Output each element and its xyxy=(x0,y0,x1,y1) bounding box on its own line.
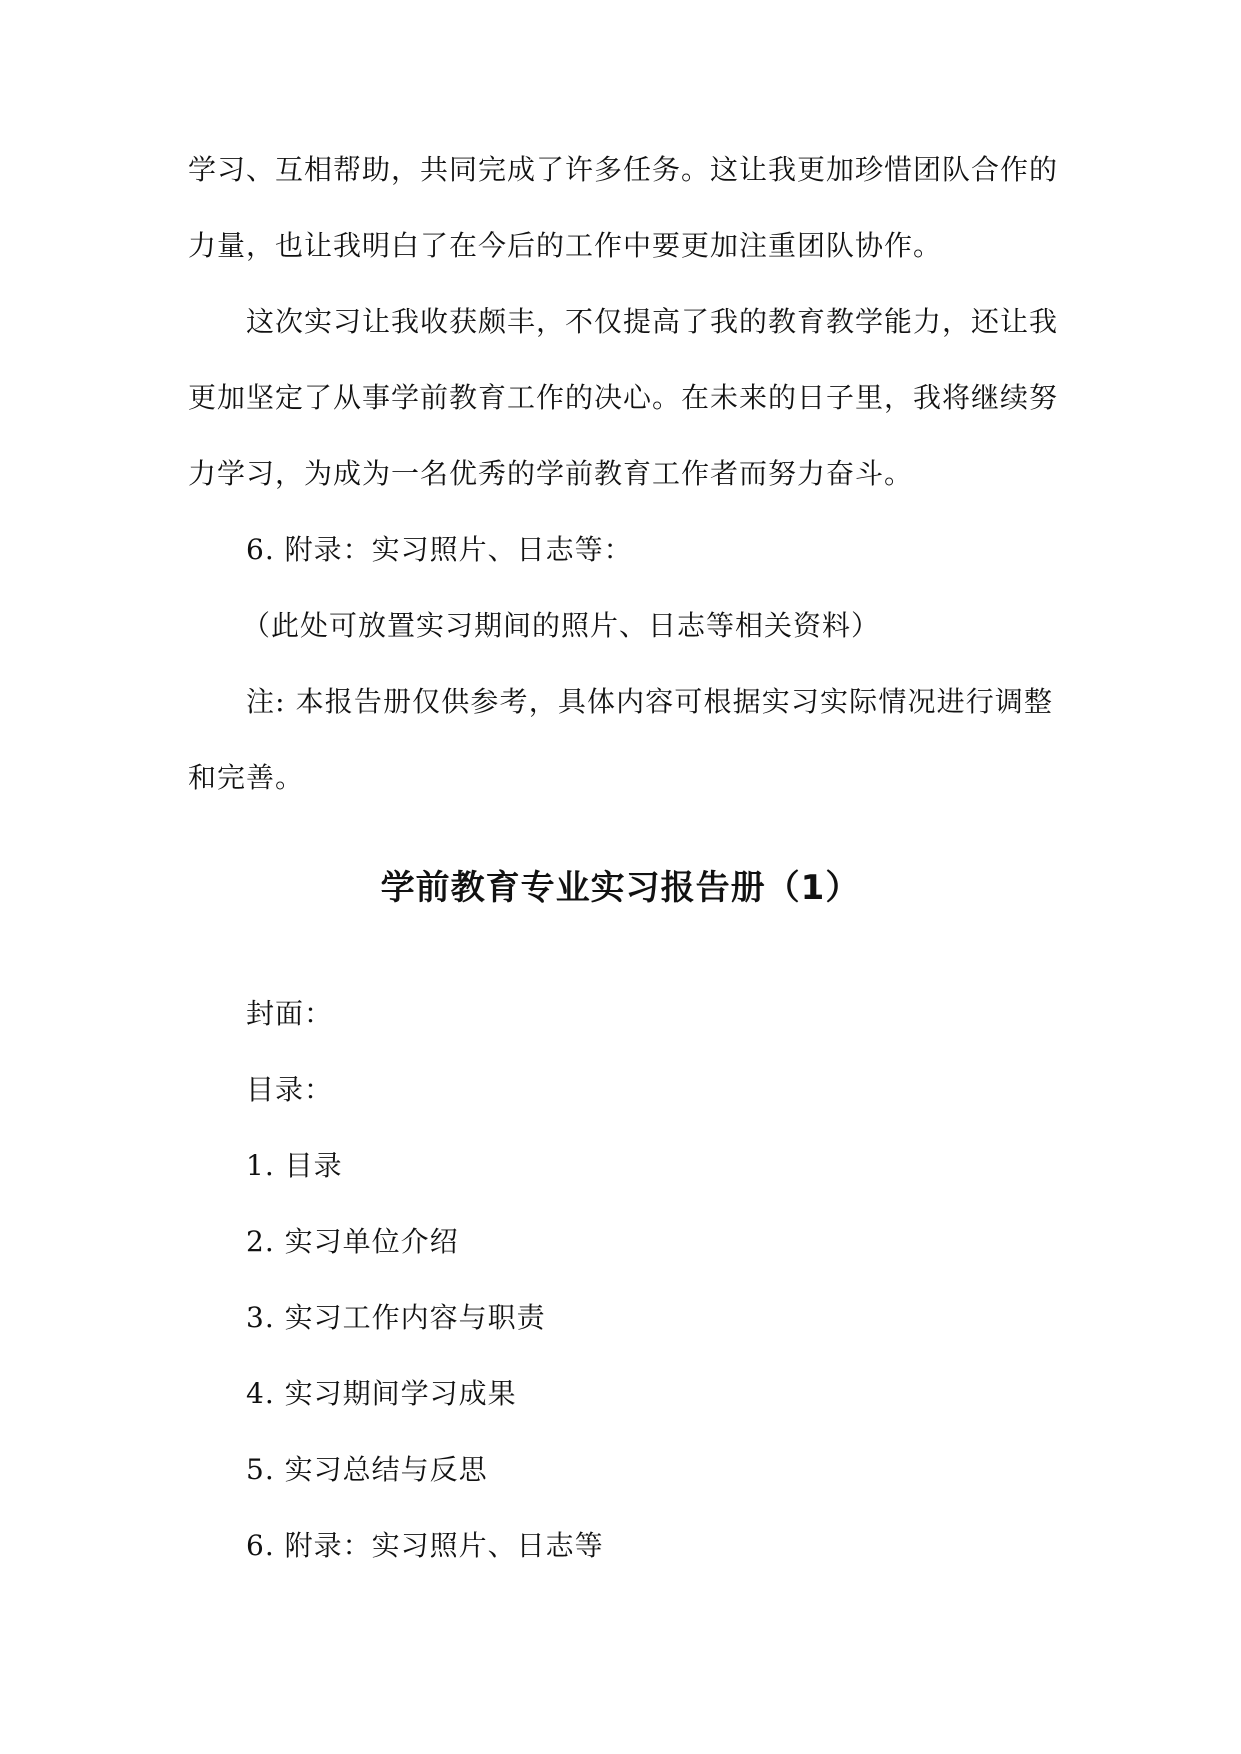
appendix-item: 6. 附录：实习照片、日志等： xyxy=(246,533,633,566)
paragraph-summary-line-1: 这次实习让我收获颇丰，不仅提高了我的教育教学能力，还让我 xyxy=(246,305,1059,338)
toc-heading: 目录： xyxy=(246,1073,334,1106)
cover-label: 封面： xyxy=(246,997,334,1030)
appendix-placeholder: （此处可放置实习期间的照片、日志等相关资料） xyxy=(242,609,881,642)
section-title: 学前教育专业实习报告册（1） xyxy=(380,868,861,908)
toc-item: 1. 目录 xyxy=(246,1149,343,1182)
paragraph-teamwork-line-2: 力量，也让我明白了在今后的工作中要更加注重团队协作。 xyxy=(188,229,943,262)
toc-item: 4. 实习期间学习成果 xyxy=(246,1377,517,1410)
toc-item: 2. 实习单位介绍 xyxy=(246,1225,459,1258)
toc-item: 6. 附录：实习照片、日志等 xyxy=(246,1529,604,1562)
paragraph-teamwork-line-1: 学习、互相帮助，共同完成了许多任务。这让我更加珍惜团队合作的 xyxy=(188,153,1059,186)
note-line-2: 和完善。 xyxy=(188,761,305,794)
paragraph-summary-line-3: 力学习，为成为一名优秀的学前教育工作者而努力奋斗。 xyxy=(188,457,914,490)
note-line-1: 注: 本报告册仅供参考，具体内容可根据实习实际情况进行调整 xyxy=(246,685,1053,718)
paragraph-summary-line-2: 更加坚定了从事学前教育工作的决心。在未来的日子里，我将继续努 xyxy=(188,381,1059,414)
toc-item: 3. 实习工作内容与职责 xyxy=(246,1301,546,1334)
toc-item: 5. 实习总结与反思 xyxy=(246,1453,488,1486)
